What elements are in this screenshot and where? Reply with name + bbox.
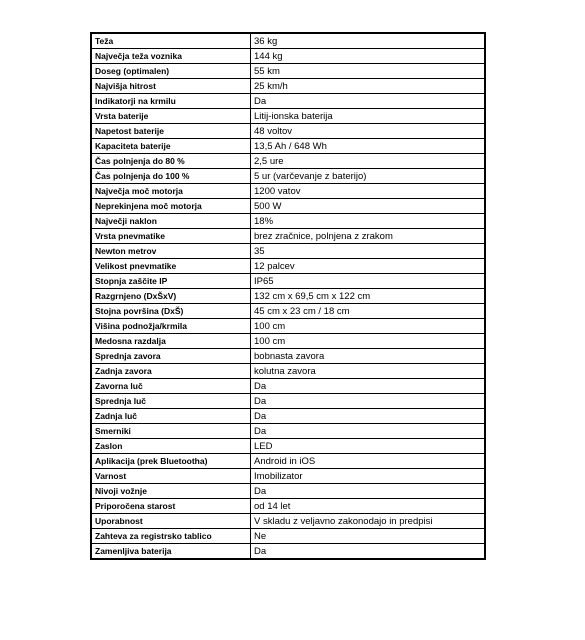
spec-value: 45 cm x 23 cm / 18 cm bbox=[251, 304, 486, 319]
spec-value: 18% bbox=[251, 214, 486, 229]
table-row bbox=[91, 499, 485, 514]
table-row bbox=[91, 529, 485, 544]
spec-label: Aplikacija (prek Bluetootha) bbox=[91, 454, 251, 469]
spec-label: Priporočena starost bbox=[91, 499, 251, 514]
spec-value: 100 cm bbox=[251, 334, 486, 349]
table-row bbox=[91, 469, 485, 484]
spec-value: 5 ur (varčevanje z baterijo) bbox=[251, 169, 486, 184]
spec-value: Da bbox=[251, 394, 486, 409]
spec-value: Ne bbox=[251, 529, 486, 544]
spec-label: Varnost bbox=[91, 469, 251, 484]
spec-label: Zavorna luč bbox=[91, 379, 251, 394]
spec-label: Največja moč motorja bbox=[91, 184, 251, 199]
table-row bbox=[91, 229, 485, 244]
spec-label: Vrsta pnevmatike bbox=[91, 229, 251, 244]
spec-value: 48 voltov bbox=[251, 124, 486, 139]
table-row bbox=[91, 154, 485, 169]
spec-value: Imobilizator bbox=[251, 469, 486, 484]
spec-value: 25 km/h bbox=[251, 79, 486, 94]
table-row bbox=[91, 334, 485, 349]
spec-value: Da bbox=[251, 409, 486, 424]
spec-value: Da bbox=[251, 94, 486, 109]
table-row bbox=[91, 124, 485, 139]
spec-value: Android in iOS bbox=[251, 454, 486, 469]
spec-label: Zadnja zavora bbox=[91, 364, 251, 379]
table-row bbox=[91, 319, 485, 334]
spec-label: Razgrnjeno (DxŠxV) bbox=[91, 289, 251, 304]
spec-value: 36 kg bbox=[251, 33, 486, 49]
spec-label: Zahteva za registrsko tablico bbox=[91, 529, 251, 544]
spec-label: Stopnja zaščite IP bbox=[91, 274, 251, 289]
specifications-table bbox=[90, 32, 486, 560]
spec-label: Čas polnjenja do 80 % bbox=[91, 154, 251, 169]
table-row bbox=[91, 33, 485, 49]
spec-label: Doseg (optimalen) bbox=[91, 64, 251, 79]
table-row bbox=[91, 484, 485, 499]
spec-value: Da bbox=[251, 544, 486, 560]
spec-label: Zaslon bbox=[91, 439, 251, 454]
table-row bbox=[91, 424, 485, 439]
table-row bbox=[91, 199, 485, 214]
spec-label: Sprednja luč bbox=[91, 394, 251, 409]
spec-label: Indikatorji na krmilu bbox=[91, 94, 251, 109]
spec-value: 1200 vatov bbox=[251, 184, 486, 199]
table-row bbox=[91, 379, 485, 394]
spec-label: Uporabnost bbox=[91, 514, 251, 529]
spec-value: LED bbox=[251, 439, 486, 454]
spec-value: V skladu z veljavno zakonodajo in predpisi bbox=[251, 514, 486, 529]
spec-label: Stojna površina (DxŠ) bbox=[91, 304, 251, 319]
spec-value: Da bbox=[251, 379, 486, 394]
spec-label: Medosna razdalja bbox=[91, 334, 251, 349]
spec-label: Zamenljiva baterija bbox=[91, 544, 251, 560]
table-row bbox=[91, 139, 485, 154]
spec-value: 132 cm x 69,5 cm x 122 cm bbox=[251, 289, 486, 304]
spec-value: 13,5 Ah / 648 Wh bbox=[251, 139, 486, 154]
table-row bbox=[91, 49, 485, 64]
spec-label: Teža bbox=[91, 33, 251, 49]
spec-label: Smerniki bbox=[91, 424, 251, 439]
table-row bbox=[91, 544, 485, 560]
specifications-table-body bbox=[91, 33, 485, 559]
spec-value: Da bbox=[251, 484, 486, 499]
spec-label: Vrsta baterije bbox=[91, 109, 251, 124]
table-row bbox=[91, 439, 485, 454]
spec-label: Kapaciteta baterije bbox=[91, 139, 251, 154]
table-row bbox=[91, 169, 485, 184]
spec-value: 500 W bbox=[251, 199, 486, 214]
table-row bbox=[91, 94, 485, 109]
table-row bbox=[91, 244, 485, 259]
table-row bbox=[91, 289, 485, 304]
table-row bbox=[91, 364, 485, 379]
spec-label: Newton metrov bbox=[91, 244, 251, 259]
table-row bbox=[91, 79, 485, 94]
spec-value: 55 km bbox=[251, 64, 486, 79]
spec-label: Velikost pnevmatike bbox=[91, 259, 251, 274]
table-row bbox=[91, 109, 485, 124]
spec-label: Najvišja hitrost bbox=[91, 79, 251, 94]
table-row bbox=[91, 184, 485, 199]
spec-label: Napetost baterije bbox=[91, 124, 251, 139]
spec-value: Litij-ionska baterija bbox=[251, 109, 486, 124]
table-row bbox=[91, 259, 485, 274]
spec-label: Neprekinjena moč motorja bbox=[91, 199, 251, 214]
spec-value: 35 bbox=[251, 244, 486, 259]
spec-value: 12 palcev bbox=[251, 259, 486, 274]
spec-label: Nivoji vožnje bbox=[91, 484, 251, 499]
table-row bbox=[91, 454, 485, 469]
spec-label: Največja teža voznika bbox=[91, 49, 251, 64]
table-row bbox=[91, 349, 485, 364]
spec-value: 2,5 ure bbox=[251, 154, 486, 169]
table-row bbox=[91, 214, 485, 229]
spec-value: od 14 let bbox=[251, 499, 486, 514]
table-row bbox=[91, 274, 485, 289]
spec-label: Največji naklon bbox=[91, 214, 251, 229]
table-row bbox=[91, 409, 485, 424]
spec-value: IP65 bbox=[251, 274, 486, 289]
spec-value: 144 kg bbox=[251, 49, 486, 64]
spec-label: Višina podnožja/krmila bbox=[91, 319, 251, 334]
spec-label: Čas polnjenja do 100 % bbox=[91, 169, 251, 184]
spec-value: brez zračnice, polnjena z zrakom bbox=[251, 229, 486, 244]
spec-value: kolutna zavora bbox=[251, 364, 486, 379]
table-row bbox=[91, 514, 485, 529]
spec-value: bobnasta zavora bbox=[251, 349, 486, 364]
spec-label: Sprednja zavora bbox=[91, 349, 251, 364]
spec-label: Zadnja luč bbox=[91, 409, 251, 424]
table-row bbox=[91, 394, 485, 409]
table-row bbox=[91, 304, 485, 319]
spec-value: 100 cm bbox=[251, 319, 486, 334]
spec-value: Da bbox=[251, 424, 486, 439]
table-row bbox=[91, 64, 485, 79]
